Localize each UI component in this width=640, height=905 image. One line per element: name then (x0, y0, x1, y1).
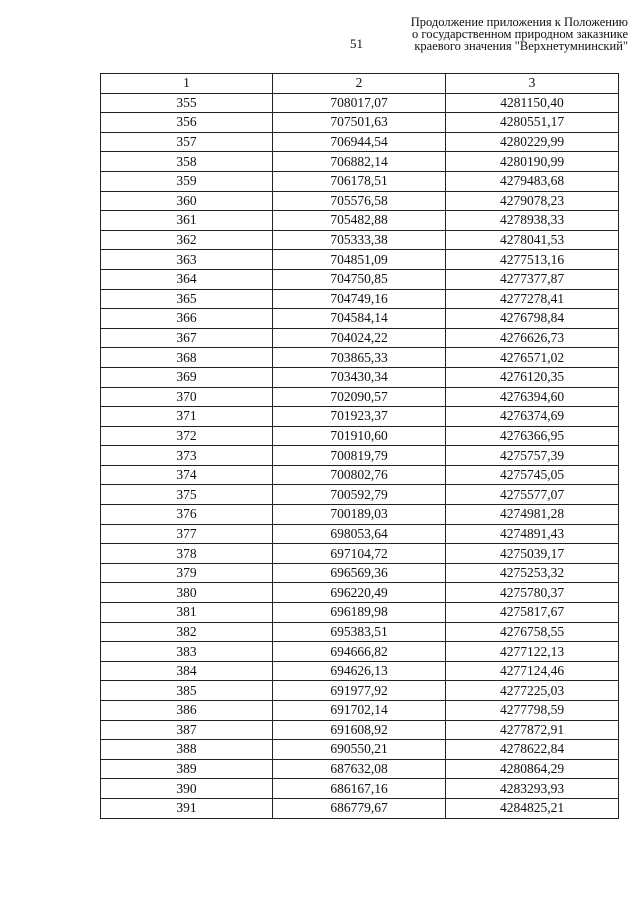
y-coordinate-cell: 4283293,93 (446, 779, 619, 799)
table-row (101, 524, 619, 544)
x-coordinate-cell: 704851,09 (273, 250, 446, 270)
x-coordinate-cell: 695383,51 (273, 622, 446, 642)
point-number-cell: 382 (101, 622, 273, 642)
point-number-cell: 388 (101, 740, 273, 760)
table-row (101, 387, 619, 407)
table-row (101, 798, 619, 818)
x-coordinate-cell: 690550,21 (273, 740, 446, 760)
y-coordinate-cell: 4281150,40 (446, 93, 619, 113)
table-row (101, 544, 619, 564)
point-number-cell: 368 (101, 348, 273, 368)
y-coordinate-cell: 4277872,91 (446, 720, 619, 740)
y-coordinate-cell: 4276626,73 (446, 328, 619, 348)
table-row (101, 426, 619, 446)
point-number-cell: 359 (101, 171, 273, 191)
point-number-cell: 369 (101, 367, 273, 387)
y-coordinate-cell: 4276120,35 (446, 367, 619, 387)
table-row (101, 309, 619, 329)
point-number-cell: 360 (101, 191, 273, 211)
y-coordinate-cell: 4275780,37 (446, 583, 619, 603)
y-coordinate-cell: 4276394,60 (446, 387, 619, 407)
table-row (101, 779, 619, 799)
table-row (101, 250, 619, 270)
point-number-cell: 362 (101, 230, 273, 250)
table-row (101, 681, 619, 701)
table-row (101, 191, 619, 211)
y-coordinate-cell: 4284825,21 (446, 798, 619, 818)
x-coordinate-cell: 686779,67 (273, 798, 446, 818)
x-coordinate-cell: 703865,33 (273, 348, 446, 368)
y-coordinate-cell: 4276758,55 (446, 622, 619, 642)
table-row (101, 465, 619, 485)
x-coordinate-cell: 686167,16 (273, 779, 446, 799)
x-coordinate-cell: 687632,08 (273, 759, 446, 779)
table-row (101, 740, 619, 760)
point-number-cell: 367 (101, 328, 273, 348)
y-coordinate-cell: 4278622,84 (446, 740, 619, 760)
x-coordinate-cell: 696189,98 (273, 603, 446, 623)
y-coordinate-cell: 4280229,99 (446, 132, 619, 152)
x-coordinate-cell: 691702,14 (273, 701, 446, 721)
x-coordinate-cell: 704024,22 (273, 328, 446, 348)
x-coordinate-cell: 691608,92 (273, 720, 446, 740)
point-number-cell: 386 (101, 701, 273, 721)
table-row (101, 230, 619, 250)
point-number-cell: 372 (101, 426, 273, 446)
table-row (101, 603, 619, 623)
table-row (101, 446, 619, 466)
point-number-cell: 379 (101, 563, 273, 583)
point-number-cell: 375 (101, 485, 273, 505)
y-coordinate-cell: 4277798,59 (446, 701, 619, 721)
y-coordinate-cell: 4274981,28 (446, 505, 619, 525)
point-number-cell: 377 (101, 524, 273, 544)
x-coordinate-cell: 700189,03 (273, 505, 446, 525)
point-number-cell: 381 (101, 603, 273, 623)
x-coordinate-cell: 703430,34 (273, 367, 446, 387)
table-row (101, 113, 619, 133)
table-row (101, 583, 619, 603)
y-coordinate-cell: 4275817,67 (446, 603, 619, 623)
table-header-row (101, 74, 619, 94)
x-coordinate-cell: 701910,60 (273, 426, 446, 446)
x-coordinate-cell: 705482,88 (273, 211, 446, 231)
table-row (101, 328, 619, 348)
x-coordinate-cell: 708017,07 (273, 93, 446, 113)
y-coordinate-cell: 4279078,23 (446, 191, 619, 211)
point-number-cell: 363 (101, 250, 273, 270)
header-line: о государственном природном заказнике (412, 27, 628, 41)
x-coordinate-cell: 700592,79 (273, 485, 446, 505)
y-coordinate-cell: 4275757,39 (446, 446, 619, 466)
x-coordinate-cell: 694626,13 (273, 661, 446, 681)
y-coordinate-cell: 4277122,13 (446, 642, 619, 662)
y-coordinate-cell: 4277124,46 (446, 661, 619, 681)
point-number-cell: 389 (101, 759, 273, 779)
y-coordinate-cell: 4276571,02 (446, 348, 619, 368)
y-coordinate-cell: 4275577,07 (446, 485, 619, 505)
table-row (101, 93, 619, 113)
x-coordinate-cell: 694666,82 (273, 642, 446, 662)
x-coordinate-cell: 696220,49 (273, 583, 446, 603)
y-coordinate-cell: 4274891,43 (446, 524, 619, 544)
page-number: 51 (350, 36, 363, 51)
point-number-cell: 366 (101, 309, 273, 329)
y-coordinate-cell: 4277225,03 (446, 681, 619, 701)
table-row (101, 269, 619, 289)
table-row (101, 701, 619, 721)
column-header-y-coordinate: 3 (446, 74, 619, 94)
x-coordinate-cell: 691977,92 (273, 681, 446, 701)
table-row (101, 720, 619, 740)
table-body (101, 93, 619, 818)
header-line: краевого значения "Верхнетумнинский" (414, 39, 628, 53)
table-row (101, 505, 619, 525)
table-row (101, 171, 619, 191)
table-row (101, 289, 619, 309)
table-row (101, 152, 619, 172)
y-coordinate-cell: 4280190,99 (446, 152, 619, 172)
point-number-cell: 373 (101, 446, 273, 466)
table-row (101, 485, 619, 505)
point-number-cell: 355 (101, 93, 273, 113)
point-number-cell: 387 (101, 720, 273, 740)
x-coordinate-cell: 704749,16 (273, 289, 446, 309)
y-coordinate-cell: 4277278,41 (446, 289, 619, 309)
x-coordinate-cell: 705576,58 (273, 191, 446, 211)
x-coordinate-cell: 702090,57 (273, 387, 446, 407)
y-coordinate-cell: 4276374,69 (446, 407, 619, 427)
table-row (101, 661, 619, 681)
y-coordinate-cell: 4277513,16 (446, 250, 619, 270)
point-number-cell: 374 (101, 465, 273, 485)
point-number-cell: 391 (101, 798, 273, 818)
point-number-cell: 371 (101, 407, 273, 427)
column-header-x-coordinate: 2 (273, 74, 446, 94)
point-number-cell: 357 (101, 132, 273, 152)
appendix-header (388, 16, 628, 52)
point-number-cell: 383 (101, 642, 273, 662)
x-coordinate-cell: 706944,54 (273, 132, 446, 152)
x-coordinate-cell: 704584,14 (273, 309, 446, 329)
x-coordinate-cell: 706882,14 (273, 152, 446, 172)
x-coordinate-cell: 700802,76 (273, 465, 446, 485)
point-number-cell: 364 (101, 269, 273, 289)
x-coordinate-cell: 704750,85 (273, 269, 446, 289)
y-coordinate-cell: 4279483,68 (446, 171, 619, 191)
point-number-cell: 356 (101, 113, 273, 133)
point-number-cell: 370 (101, 387, 273, 407)
y-coordinate-cell: 4275253,32 (446, 563, 619, 583)
y-coordinate-cell: 4275039,17 (446, 544, 619, 564)
table-row (101, 407, 619, 427)
point-number-cell: 378 (101, 544, 273, 564)
table-row (101, 563, 619, 583)
y-coordinate-cell: 4275745,05 (446, 465, 619, 485)
x-coordinate-cell: 696569,36 (273, 563, 446, 583)
y-coordinate-cell: 4278041,53 (446, 230, 619, 250)
x-coordinate-cell: 698053,64 (273, 524, 446, 544)
y-coordinate-cell: 4278938,33 (446, 211, 619, 231)
x-coordinate-cell: 701923,37 (273, 407, 446, 427)
table-row (101, 132, 619, 152)
y-coordinate-cell: 4280864,29 (446, 759, 619, 779)
y-coordinate-cell: 4277377,87 (446, 269, 619, 289)
point-number-cell: 376 (101, 505, 273, 525)
table-row (101, 211, 619, 231)
table-row (101, 622, 619, 642)
y-coordinate-cell: 4280551,17 (446, 113, 619, 133)
column-header-point-number: 1 (101, 74, 273, 94)
x-coordinate-cell: 707501,63 (273, 113, 446, 133)
y-coordinate-cell: 4276798,84 (446, 309, 619, 329)
table-row (101, 759, 619, 779)
point-number-cell: 358 (101, 152, 273, 172)
point-number-cell: 361 (101, 211, 273, 231)
table-row (101, 367, 619, 387)
x-coordinate-cell: 706178,51 (273, 171, 446, 191)
x-coordinate-cell: 697104,72 (273, 544, 446, 564)
point-number-cell: 380 (101, 583, 273, 603)
x-coordinate-cell: 700819,79 (273, 446, 446, 466)
point-number-cell: 384 (101, 661, 273, 681)
point-number-cell: 385 (101, 681, 273, 701)
table-row (101, 642, 619, 662)
x-coordinate-cell: 705333,38 (273, 230, 446, 250)
y-coordinate-cell: 4276366,95 (446, 426, 619, 446)
table-row (101, 348, 619, 368)
point-number-cell: 390 (101, 779, 273, 799)
header-line: Продолжение приложения к Положению (410, 15, 628, 29)
point-number-cell: 365 (101, 289, 273, 309)
coordinates-table (100, 73, 619, 819)
